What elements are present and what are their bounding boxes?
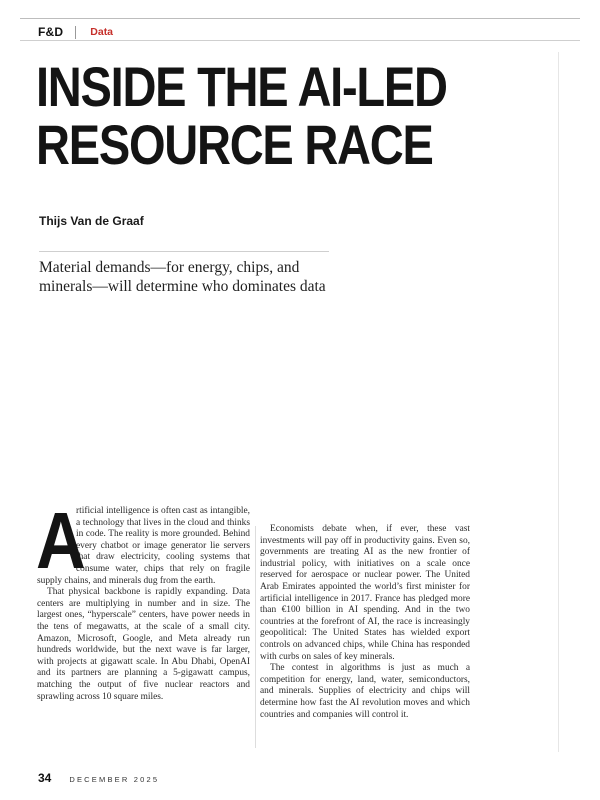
title-line-1: INSIDE THE AI-LED: [36, 55, 447, 118]
paragraph-text: rtificial intelligence is often cast as intangible, a technology that lives in the cloud and thinks in code. The reality is more grounded. Behind every chatbot or image generator lie servers that draw electricity, cooling systems that consume water, chips that rely on fragile supply chains, and minerals dug from the earth.: [37, 506, 250, 586]
body-paragraph: [36, 496, 250, 587]
body-paragraph: That physical backbone is rapidly expanding. Data centers are multiplying in number and in size. The largest ones, “hyperscale” centers, have power needs in the tens of megawatts, at the scale of a small city. Amazon, Microsoft, Google, and Meta already run hundreds worldwide, but the next wave is far larger, with projects at gigawatt scale. In Abu Dhabi, OpenAI and its partners are planning a 5-gigawatt campus, matching the output of five nuclear reactors and sprawling across 10 square miles.: [37, 587, 250, 702]
dek-rule: [39, 251, 329, 252]
page-gutter-line: [558, 52, 559, 752]
column-divider: [255, 526, 256, 748]
title-line-2: RESOURCE RACE: [36, 113, 433, 176]
magazine-logo: F&D: [38, 25, 64, 39]
drop-cap: A: [36, 496, 86, 585]
body-paragraph: The contest in algorithms is just as much a competition for energy, land, water, semiconductors, and minerals. Supplies of electricity and chips will determine how fast the AI revolution moves and which countries and companies will control it.: [260, 663, 470, 720]
section-label: Data: [90, 26, 114, 38]
page-number: 34: [38, 771, 52, 785]
header-top-rule: [20, 18, 580, 19]
author-byline: Thijs Van de Graaf: [39, 214, 144, 228]
body-paragraph: Economists debate when, if ever, these vast investments will pay off in productivity gains. Even so, governments are treating AI as the new frontier of industrial policy, with initiatives on a scale once reserved for aerospace or nuclear power. The United Arab Emirates appointed the world’s first minister for artificial intelligence in 2017. France has pledged more than €100 billion in AI spending. And in the two countries at the forefront of AI, the race is increasingly geopolitical: The United States has wielded export controls on advanced chips, while China has responded with curbs on sales of key minerals.: [260, 524, 470, 662]
article-dek: Material demands—for energy, chips, and minerals—will determine who dominates data: [39, 259, 326, 295]
header-bottom-rule: [20, 40, 580, 41]
article-title: [36, 55, 523, 176]
body-column-2: [260, 524, 470, 721]
page-footer: [38, 771, 159, 785]
issue-date: DECEMBER 2025: [69, 775, 160, 784]
page-header: [38, 24, 113, 40]
body-column-1: [36, 496, 250, 703]
header-separator: [75, 26, 76, 39]
